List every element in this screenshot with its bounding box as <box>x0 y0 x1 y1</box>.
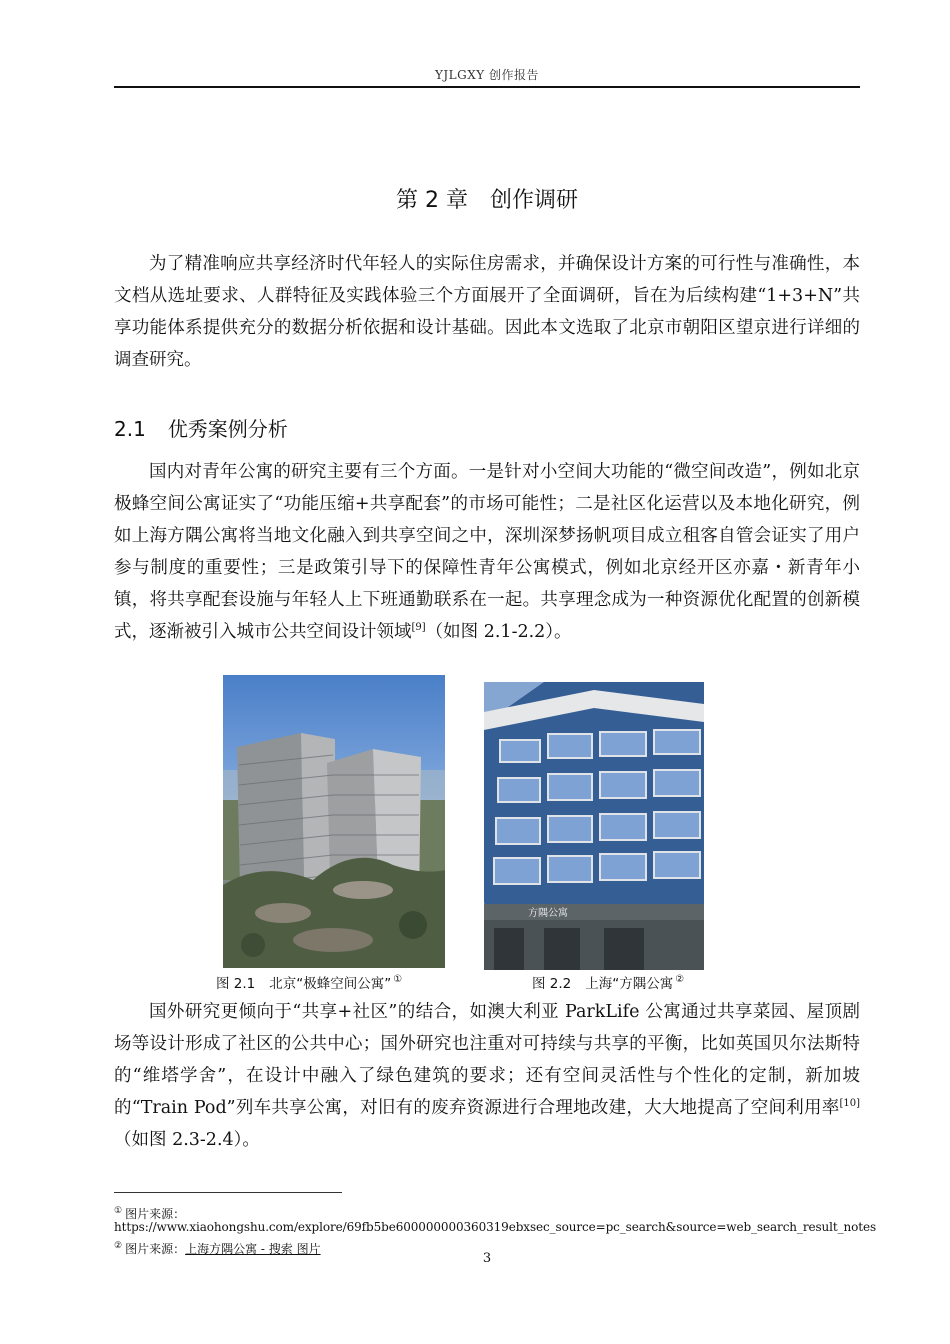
fangyu-apartment-photo <box>484 682 704 970</box>
figure-2-1-photo <box>223 675 445 968</box>
domestic-text: 国内对青年公寓的研究主要有三个方面。一是针对小空间大功能的“微空间改造”，例如北京极蜂空间公寓证实了“功能压缩+共享配套”的市场可能性；二是社区化运营以及本地化研究，例如上海方隅公寓将当地文化融入到共享空间之中，深圳深梦扬帆项目成立租客自管会证实了用户参与制度的重要性；三是政策引导下的保障性青年公寓模式，例如北京经开区亦嘉・新青年小镇，将共享配套设施与年轻人上下班通勤联系在一起。共享理念成为一种资源优化配置的创新模式，逐渐被引入城市公共空间设计领域 <box>114 462 860 642</box>
footnote-1-mark: ① <box>114 1206 123 1216</box>
intro-paragraph <box>114 248 860 376</box>
footnote-rule <box>114 1192 342 1193</box>
footnote-2-mark: ② <box>114 1241 123 1251</box>
figure-2-2-photo <box>484 682 704 970</box>
footnote-mark-2[interactable]: ② <box>675 974 685 985</box>
footnote-2-link[interactable]: 上海方隅公寓 - 搜索 图片 <box>185 1242 321 1256</box>
header-rule <box>114 86 860 88</box>
jifeng-apartment-photo <box>223 675 445 968</box>
foreign-text: 国外研究更倾向于“共享+社区”的结合，如澳大利亚 ParkLife 公寓通过共享菜园、屋顶剧场等设计形成了社区的公共中心；国外研究也注重对可持续与共享的平衡，比如英国贝尔法斯特的“维塔学舍”，在设计中融入了绿色建筑的要求；还有空间灵活性与个性化的定制，新加坡的“Train Pod”列车共享公寓，对旧有的废弃资源进行合理地改建，大大地提高了空间利用率 <box>114 1002 860 1118</box>
figure-2-1-number: 图 2.1 <box>216 976 256 992</box>
running-header: YJLGXY 创作报告 <box>434 68 540 82</box>
domestic-figure-ref: （如图 2.1-2.2）。 <box>425 622 572 642</box>
footnote-1-url[interactable]: https://www.xiaohongshu.com/explore/69fb5be600000000360319ebxsec_source=pc_search&source=web_search_result_notes <box>114 1220 877 1234</box>
chapter-title: 第 2 章 创作调研 <box>396 188 578 213</box>
citation-10[interactable]: [10] <box>839 1098 860 1109</box>
figure-2-2-number: 图 2.2 <box>532 976 572 992</box>
footnote-2-label: 图片来源： <box>125 1242 186 1256</box>
foreign-figure-ref: （如图 2.3-2.4）。 <box>114 1130 260 1150</box>
figure-2-1-caption <box>216 972 402 992</box>
section-number: 2.1 <box>114 417 146 441</box>
footnote-1-label: 图片来源： <box>125 1207 186 1221</box>
domestic-research-paragraph <box>114 456 860 648</box>
section-title: 优秀案例分析 <box>167 417 288 441</box>
page-number: 3 <box>482 1251 492 1266</box>
foreign-research-paragraph <box>114 996 860 1156</box>
building-sign-text: 方隅公寓 <box>528 908 568 919</box>
footnote-mark-1[interactable]: ① <box>393 974 403 985</box>
intro-text: 为了精准响应共享经济时代年轻人的实际住房需求，并确保设计方案的可行性与准确性，本文档从选址要求、人群特征及实践体验三个方面展开了全面调研，旨在为后续构建“1+3+N”共享功能体系提供充分的数据分析依据和设计基础。因此本文选取了北京市朝阳区望京进行详细的调查研究。 <box>114 254 860 370</box>
figure-2-2-caption <box>532 972 684 992</box>
figure-2-2-title: 上海“方隅公寓 <box>585 976 674 992</box>
citation-9[interactable]: [9] <box>411 622 426 633</box>
figure-2-1-title: 北京“极蜂空间公寓” <box>269 976 392 992</box>
section-heading <box>114 413 288 442</box>
